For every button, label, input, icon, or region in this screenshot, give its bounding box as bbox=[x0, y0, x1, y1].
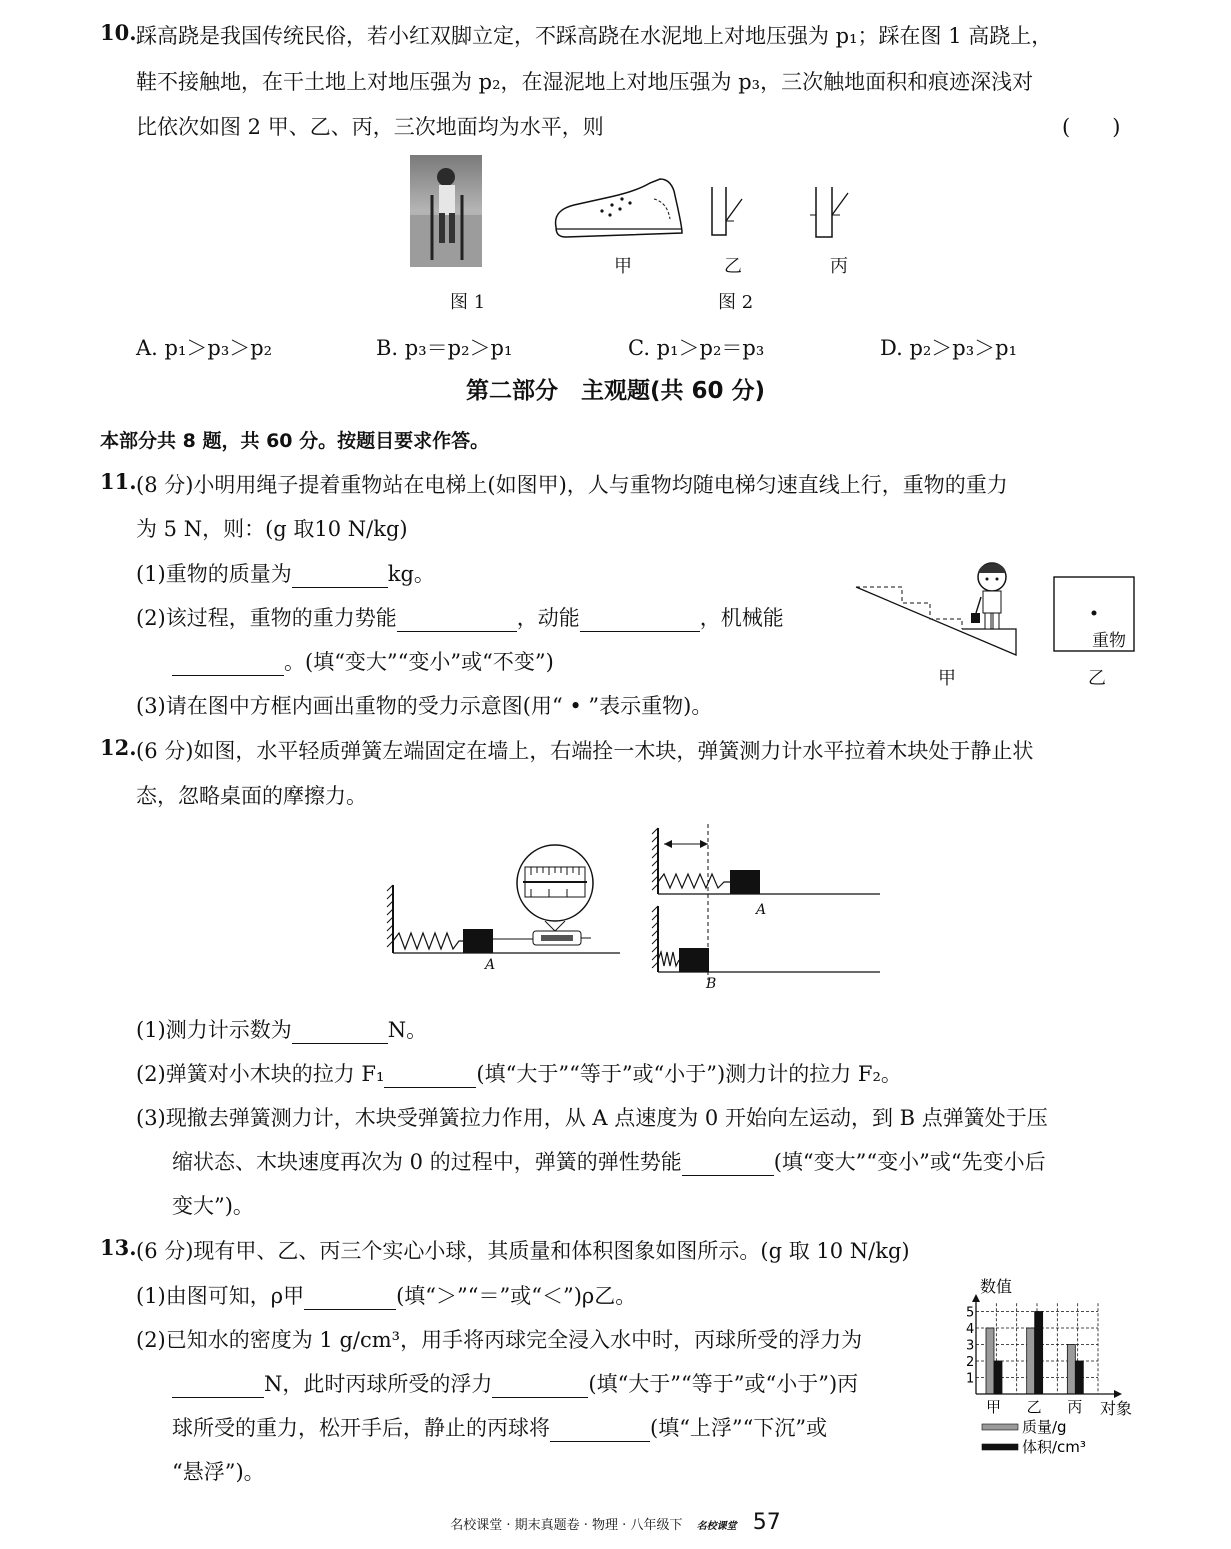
chart-bars bbox=[986, 1312, 1083, 1395]
q12-sub-3: (3)现撤去弹簧测力计，木块受弹簧拉力作用，从 A 点速度为 0 开始向左运动，到 B 点弹簧处于压 bbox=[136, 1106, 1048, 1130]
question-number-13: 13. bbox=[100, 1235, 137, 1260]
point-a-label: A bbox=[485, 957, 496, 973]
legend-label: 质量/g bbox=[1022, 1418, 1067, 1436]
fig2-diagram bbox=[550, 175, 870, 245]
page-footer bbox=[0, 1510, 1231, 1535]
question-number-12: 12. bbox=[100, 735, 137, 760]
spring-scale-figure bbox=[385, 825, 625, 975]
section-intro: 本部分共 8 题，共 60 分。按题目要求作答。 bbox=[100, 430, 490, 452]
y-tick-label: 1 bbox=[966, 1371, 975, 1387]
q12-line-2: 态，忽略桌面的摩擦力。 bbox=[136, 784, 367, 808]
footer-brand: 名校课堂 bbox=[696, 1521, 737, 1532]
y-tick-label: 5 bbox=[966, 1305, 975, 1321]
q12-sub-3-cont bbox=[172, 1146, 1046, 1176]
q11-sub-1-unit: kg。 bbox=[387, 562, 435, 586]
option-b[interactable]: B. p₃＝p₂＞p₁ bbox=[376, 336, 513, 360]
q13-sub-1-text-a: (1)由图可知，ρ甲 bbox=[136, 1284, 305, 1308]
q11-sub-1 bbox=[136, 558, 435, 588]
chart-x-axis-label: 对象 bbox=[1100, 1399, 1133, 1418]
q11-sub-1-prefix: (1)重物的质量为 bbox=[136, 562, 292, 586]
page-number: 57 bbox=[752, 1510, 781, 1535]
q11-sub-2-text-c: ，机械能 bbox=[699, 606, 784, 630]
q11-sub-2-text-a: (2)该过程，重物的重力势能 bbox=[136, 606, 397, 630]
spring-states-figure bbox=[650, 820, 885, 980]
fig1-caption: 图 1 bbox=[450, 292, 486, 313]
q13-sub-2-text-e: (填“上浮”“下沉”或 bbox=[650, 1416, 828, 1440]
weight-label: 重物 bbox=[1092, 631, 1126, 651]
bar-volume bbox=[1035, 1312, 1043, 1395]
q13-sub-2-cont-1 bbox=[172, 1368, 858, 1398]
bar-volume bbox=[994, 1361, 1002, 1394]
q12-sub-3-text-b: 缩状态、木块速度再次为 0 的过程中，弹簧的弹性势能 bbox=[172, 1150, 682, 1174]
q13-sub-2-text-f: “悬浮”)。 bbox=[172, 1460, 265, 1484]
legend-swatch bbox=[982, 1424, 1018, 1430]
q13-sub-2-text-d: 球所受的重力，松开手后，静止的丙球将 bbox=[172, 1416, 550, 1440]
x-axis-arrow bbox=[1114, 1390, 1122, 1398]
chart-categories bbox=[986, 1398, 1082, 1416]
q12-sub-2-text-b: (填“大于”“等于”或“小于”)测力计的拉力 F₂。 bbox=[476, 1062, 902, 1086]
mass-volume-chart bbox=[950, 1272, 1150, 1462]
answer-blank[interactable] bbox=[292, 565, 388, 588]
fig-yi-label: 乙 bbox=[1088, 668, 1106, 689]
legend-swatch bbox=[982, 1444, 1018, 1450]
answer-blank[interactable] bbox=[172, 1375, 264, 1398]
footer-text: 名校课堂 · 期末真题卷 · 物理 · 八年级下 bbox=[450, 1518, 683, 1533]
q12-sub-1-prefix: (1)测力计示数为 bbox=[136, 1018, 292, 1042]
answer-blank[interactable] bbox=[397, 609, 517, 632]
fig2-label-jia: 甲 bbox=[614, 256, 632, 277]
q11-sub-2-text-b: ，动能 bbox=[516, 606, 580, 630]
y-axis-arrow bbox=[972, 1294, 980, 1302]
option-a[interactable]: A. p₁＞p₃＞p₂ bbox=[136, 336, 273, 360]
answer-blank[interactable] bbox=[580, 609, 700, 632]
q12-sub-1-unit: N。 bbox=[387, 1018, 428, 1042]
q10-line-3: 比依次如图 2 甲、乙、丙，三次地面均为水平，则 bbox=[136, 115, 604, 139]
x-category-label: 乙 bbox=[1026, 1398, 1042, 1416]
answer-blank[interactable] bbox=[172, 653, 284, 676]
y-tick-label: 2 bbox=[966, 1355, 975, 1370]
fig2-label-bing: 丙 bbox=[830, 256, 848, 277]
q12-line-1: (6 分)如图，水平轻质弹簧左端固定在墙上，右端拴一木块，弹簧测力计水平拉着木块处于静止状 bbox=[136, 739, 1034, 763]
question-number-10: 10. bbox=[100, 20, 137, 45]
q13-sub-2: (2)已知水的密度为 1 g/cm³，用手将丙球完全浸入水中时，丙球所受的浮力为 bbox=[136, 1328, 863, 1352]
answer-blank[interactable] bbox=[492, 1375, 588, 1398]
chart-ticks bbox=[966, 1306, 974, 1387]
q11-sub-2-cont bbox=[172, 646, 554, 676]
stilts-photo bbox=[410, 155, 482, 267]
fig2-label-yi: 乙 bbox=[724, 256, 742, 277]
chart-legend bbox=[982, 1418, 1086, 1456]
q10-line-2: 鞋不接触地，在干土地上对地压强为 p₂，在湿泥地上对地压强为 p₃，三次触地面积和痕迹深浅对 bbox=[136, 70, 1034, 94]
option-d[interactable]: D. p₂＞p₃＞p₁ bbox=[880, 336, 1018, 360]
q12-sub-3-text-c: (填“变大”“变小”或“先变小后 bbox=[773, 1150, 1046, 1174]
answer-paren: ( ) bbox=[1062, 115, 1121, 139]
q13-sub-2-text-c: (填“大于”“等于”或“小于”)丙 bbox=[588, 1372, 859, 1396]
question-number-11: 11. bbox=[100, 469, 137, 494]
answer-blank[interactable] bbox=[682, 1153, 774, 1176]
option-c[interactable]: C. p₁＞p₂＝p₃ bbox=[628, 336, 765, 360]
q11-sub-3: (3)请在图中方框内画出重物的受力示意图(用“ • ”表示重物)。 bbox=[136, 694, 713, 718]
section-title: 第二部分 主观题(共 60 分) bbox=[465, 378, 766, 404]
answer-blank[interactable] bbox=[550, 1419, 650, 1442]
y-tick-label: 3 bbox=[966, 1338, 975, 1354]
q13-sub-1 bbox=[136, 1280, 636, 1310]
x-category-label: 甲 bbox=[986, 1398, 1002, 1416]
point-b-label: B bbox=[706, 976, 717, 992]
point-a-label-2: A bbox=[756, 902, 767, 918]
fig-jia-label: 甲 bbox=[938, 668, 956, 689]
q10-line-1: 踩高跷是我国传统民俗，若小红双脚立定，不踩高跷在水泥地上对地压强为 p₁；踩在图 1 高跷上， bbox=[136, 24, 1053, 48]
fig2-caption: 图 2 bbox=[718, 292, 754, 313]
bar-mass bbox=[986, 1328, 994, 1394]
q12-sub-2 bbox=[136, 1058, 902, 1088]
q13-line-1: (6 分)现有甲、乙、丙三个实心小球，其质量和体积图象如图所示。(g 取 10 N/kg) bbox=[136, 1239, 910, 1263]
q12-sub-3-text-d: 变大”)。 bbox=[172, 1194, 254, 1218]
answer-blank[interactable] bbox=[304, 1287, 396, 1310]
q12-sub-2-text-a: (2)弹簧对小木块的拉力 F₁ bbox=[136, 1062, 385, 1086]
q12-sub-1 bbox=[136, 1014, 427, 1044]
legend-label: 体积/cm³ bbox=[1022, 1438, 1086, 1456]
q11-line-1: (8 分)小明用绳子提着重物站在电梯上(如图甲)，人与重物均随电梯匀速直线上行，重物的重力 bbox=[136, 473, 1008, 497]
q11-line-2: 为 5 N，则：(g 取10 N/kg) bbox=[136, 517, 408, 541]
q11-sub-2 bbox=[136, 602, 784, 632]
q13-sub-2-text-b: N，此时丙球所受的浮力 bbox=[264, 1372, 493, 1396]
bar-mass bbox=[1067, 1345, 1075, 1395]
y-tick-label: 4 bbox=[966, 1322, 975, 1337]
q13-sub-2-cont-2 bbox=[172, 1412, 827, 1442]
answer-blank[interactable] bbox=[384, 1065, 476, 1088]
chart-y-axis-label: 数值 bbox=[980, 1277, 1013, 1296]
bar-volume bbox=[1075, 1361, 1083, 1394]
q11-sub-2-text-d: 。(填“变大”“变小”或“不变”) bbox=[284, 650, 554, 674]
q13-sub-1-text-b: (填“＞”“＝”或“＜”)ρ乙。 bbox=[396, 1284, 637, 1308]
x-category-label: 丙 bbox=[1067, 1398, 1083, 1416]
answer-blank[interactable] bbox=[292, 1021, 388, 1044]
bar-mass bbox=[1027, 1328, 1035, 1394]
